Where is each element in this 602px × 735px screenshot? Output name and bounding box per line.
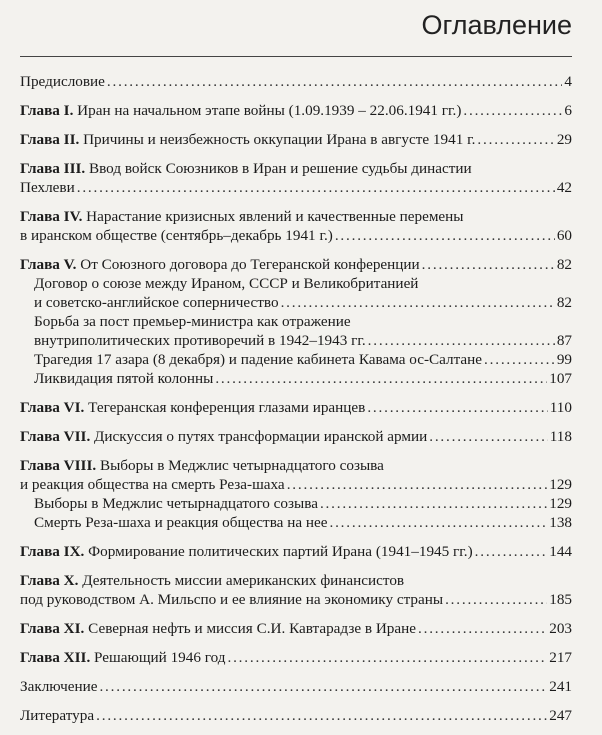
entry-title: и советско-английское соперничество (34, 294, 279, 311)
entry-line (20, 207, 572, 226)
toc-entry[interactable] (20, 706, 572, 725)
toc-entry[interactable] (20, 456, 572, 494)
toc-subentry[interactable] (34, 494, 572, 513)
entry-text (20, 590, 443, 609)
page-number: 82 (556, 256, 572, 273)
chapter-number: Глава I. (20, 102, 74, 119)
page-number: 118 (549, 428, 572, 445)
page-number: 42 (556, 179, 572, 196)
toc-entry[interactable] (20, 130, 572, 149)
entry-title: Причины и неизбежность оккупации Ирана в августе 1941 г. (79, 131, 476, 148)
chapter-number: Глава VI. (20, 399, 85, 416)
toc-entry[interactable] (20, 72, 572, 91)
entry-text (34, 350, 482, 369)
page-number: 138 (549, 514, 572, 531)
toc-entry[interactable] (20, 648, 572, 667)
entry-title: Договор о союзе между Ираном, СССР и Великобританией (34, 275, 419, 292)
dot-leader (475, 542, 548, 561)
entry-line (20, 619, 572, 638)
entry-line (20, 398, 572, 417)
entry-title: Заключение (20, 678, 98, 695)
entry-line (34, 293, 572, 312)
dot-leader (227, 648, 547, 667)
entry-line (20, 226, 572, 245)
entry-line (20, 456, 572, 475)
toc-subentry[interactable] (34, 274, 572, 312)
entry-text (20, 101, 461, 120)
entry-line (34, 513, 572, 532)
toc-group (20, 207, 572, 245)
entry-line (20, 648, 572, 667)
dot-leader (484, 350, 555, 369)
chapter-number: Глава IV. (20, 208, 83, 225)
dot-leader (96, 706, 547, 725)
entry-title: Иран на начальном этапе войны (1.09.1939 – 22.06.1941 гг.) (73, 102, 462, 119)
dot-leader (99, 677, 547, 696)
entry-text (34, 494, 318, 513)
entry-title: Предисловие (20, 73, 105, 90)
page-number: 6 (564, 102, 572, 119)
toc-entry[interactable] (20, 159, 572, 197)
entry-text (20, 207, 464, 226)
page-number: 217 (549, 649, 572, 666)
toc-group (20, 571, 572, 609)
toc-subentry[interactable] (34, 312, 572, 350)
toc-entry[interactable] (20, 677, 572, 696)
dot-leader (477, 130, 554, 149)
entry-line (20, 706, 572, 725)
entry-title: Литература (20, 707, 95, 724)
entry-line (20, 427, 572, 446)
chapter-number: Глава VIII. (20, 457, 97, 474)
entry-line (34, 331, 572, 350)
toc-entry[interactable] (20, 427, 572, 446)
page-number: 4 (564, 73, 572, 90)
entry-text (20, 475, 285, 494)
dot-leader (107, 72, 562, 91)
toc-group (20, 619, 572, 638)
entry-text (20, 677, 97, 696)
page-number: 99 (556, 351, 572, 368)
entry-text (20, 130, 475, 149)
chapter-number: Глава XI. (20, 620, 85, 637)
toc-entry[interactable] (20, 255, 572, 274)
dot-leader (367, 398, 547, 417)
entry-line (20, 72, 572, 91)
entry-title: От Союзного договора до Тегеранской конференции (76, 256, 420, 273)
dot-leader (422, 255, 555, 274)
entry-title: Трагедия 17 азара (8 декабря) и падение кабинета Кавама ос-Салтане (34, 351, 483, 368)
entry-text (20, 226, 333, 245)
page-number: 29 (556, 131, 572, 148)
entry-line (34, 274, 572, 293)
entry-text (20, 619, 416, 638)
entry-title: Деятельность миссии американских финансистов (78, 572, 405, 589)
page-number: 144 (549, 543, 572, 560)
entry-text (34, 293, 279, 312)
entry-line (34, 494, 572, 513)
entry-text (20, 398, 365, 417)
page-number: 107 (549, 370, 572, 387)
entry-title: Северная нефть и миссия С.И. Кавтарадзе в Иране (84, 620, 417, 637)
page-number: 129 (549, 495, 572, 512)
toc-entry[interactable] (20, 101, 572, 120)
entry-line (20, 571, 572, 590)
toc-group (20, 130, 572, 149)
toc-group (20, 427, 572, 446)
dot-leader (445, 590, 547, 609)
entry-text (20, 706, 94, 725)
entry-title: в иранском обществе (сентябрь–декабрь 1941 г.) (20, 227, 333, 244)
entry-text (20, 571, 404, 590)
page-number: 203 (549, 620, 572, 637)
entry-text (20, 542, 473, 561)
entry-text (34, 274, 418, 293)
toc-subentry[interactable] (34, 350, 572, 369)
entry-title: Ввод войск Союзников в Иран и решение судьбы династии (85, 160, 472, 177)
dot-leader (281, 293, 555, 312)
chapter-number: Глава IX. (20, 543, 85, 560)
entry-text (34, 312, 351, 331)
entry-line (20, 590, 572, 609)
chapter-number: Глава III. (20, 160, 86, 177)
toc-subentry[interactable] (34, 369, 572, 388)
page-number: 185 (549, 591, 572, 608)
entry-title: Тегеранская конференция глазами иранцев (84, 399, 366, 416)
title-divider (20, 56, 572, 57)
entry-text (34, 513, 327, 532)
entry-line (20, 475, 572, 494)
entry-title: Формирование политических партий Ирана (1941–1945 гг.) (84, 543, 473, 560)
entry-title: под руководством А. Мильспо и ее влияние на экономику страны (20, 591, 444, 608)
toc-group (20, 677, 572, 696)
entry-line (20, 677, 572, 696)
page-number: 87 (556, 332, 572, 349)
page-number: 241 (549, 678, 572, 695)
toc-group (20, 398, 572, 417)
toc-group (20, 706, 572, 725)
dot-leader (463, 101, 562, 120)
toc-group (20, 456, 572, 532)
entry-title: Выборы в Меджлис четырнадцатого созыва (96, 457, 384, 474)
dot-leader (368, 331, 555, 350)
dot-leader (215, 369, 547, 388)
toc-entry[interactable] (20, 571, 572, 609)
page-number: 129 (549, 476, 572, 493)
entry-line (34, 312, 572, 331)
page-number: 82 (556, 294, 572, 311)
entry-line (20, 101, 572, 120)
entry-title: и реакция общества на смерть Реза-шаха (20, 476, 285, 493)
entry-title: Дискуссия о путях трансформации иранской армии (90, 428, 428, 445)
toc-group (20, 159, 572, 197)
entry-text (34, 369, 213, 388)
toc-group (20, 648, 572, 667)
chapter-number: Глава X. (20, 572, 79, 589)
entry-line (34, 350, 572, 369)
entry-title: Нарастание кризисных явлений и качественные перемены (82, 208, 464, 225)
toc-entry[interactable] (20, 207, 572, 245)
entry-text (20, 456, 384, 475)
entry-line (20, 255, 572, 274)
chapter-number: Глава V. (20, 256, 77, 273)
chapter-number: Глава II. (20, 131, 80, 148)
dot-leader (335, 226, 555, 245)
entry-text (20, 178, 75, 197)
chapter-number: Глава VII. (20, 428, 91, 445)
entry-text (20, 72, 105, 91)
dot-leader (418, 619, 547, 638)
dot-leader (287, 475, 548, 494)
entry-text (20, 648, 225, 667)
dot-leader (320, 494, 547, 513)
entry-line (20, 130, 572, 149)
toc-entry[interactable] (20, 542, 572, 561)
page-number: 60 (556, 227, 572, 244)
entry-title: внутриполитических противоречий в 1942–1943 гг. (34, 332, 366, 349)
dot-leader (77, 178, 555, 197)
dot-leader (329, 513, 547, 532)
table-of-contents (20, 72, 572, 735)
entry-title: Смерть Реза-шаха и реакция общества на нее (34, 514, 328, 531)
entry-text (20, 255, 420, 274)
toc-group (20, 542, 572, 561)
entry-title: Выборы в Меджлис четырнадцатого созыва (34, 495, 318, 512)
toc-group (20, 101, 572, 120)
entry-text (20, 159, 472, 178)
entry-text (34, 331, 366, 350)
entry-line (20, 542, 572, 561)
toc-subentry[interactable] (34, 513, 572, 532)
entry-text (20, 427, 427, 446)
entry-title: Пехлеви (20, 179, 75, 196)
entry-title: Борьба за пост премьер-министра как отражение (34, 313, 351, 330)
chapter-number: Глава XII. (20, 649, 91, 666)
entry-title: Решающий 1946 год (90, 649, 226, 666)
toc-entry[interactable] (20, 619, 572, 638)
entry-line (20, 159, 572, 178)
page-number: 110 (549, 399, 572, 416)
toc-group (20, 255, 572, 388)
toc-group (20, 72, 572, 91)
dot-leader (429, 427, 548, 446)
entry-title: Ликвидация пятой колонны (34, 370, 214, 387)
entry-line (20, 178, 572, 197)
toc-entry[interactable] (20, 398, 572, 417)
entry-line (34, 369, 572, 388)
page-number: 247 (549, 707, 572, 724)
page-title: Оглавление (421, 10, 572, 40)
